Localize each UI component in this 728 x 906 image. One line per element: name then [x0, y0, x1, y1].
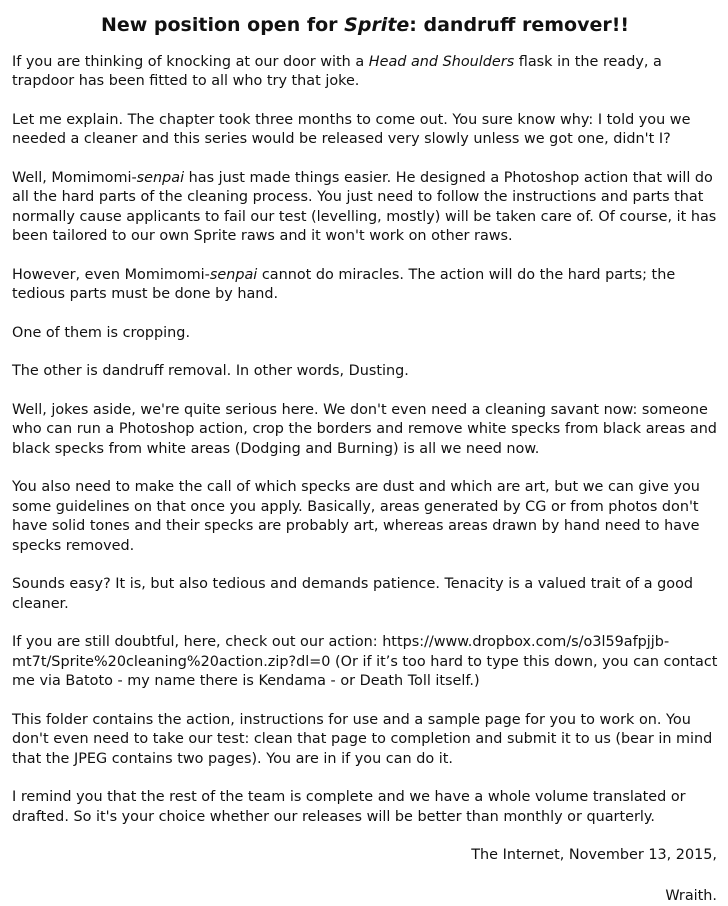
paragraph-3-before: Well, Momimomi-: [12, 169, 137, 186]
paragraph-11: This folder contains the action, instructions for use and a sample page for you to work on. You don't even need to take our test: clean that page to completion and submit it to us (bear in mind that the JPEG contains two pages). You are in if you can do it.: [12, 711, 713, 767]
paragraph-4-before: However, even Momimomi-: [12, 266, 210, 283]
paragraph-4-emphasis: senpai: [209, 266, 258, 283]
paragraph-7: Well, jokes aside, we're quite serious here. We don't even need a cleaning savant now: someone who can run a Photoshop action, crop the borders and remove white specks from black areas and black specks from white areas (Dodging and Burning) is all we need now.: [12, 401, 717, 457]
paragraph-6: The other is dandruff removal. In other words, Dusting.: [12, 363, 409, 380]
paragraph-3-emphasis: senpai: [136, 169, 185, 186]
paragraph-1-before: If you are thinking of knocking at our door with a: [12, 53, 369, 70]
paragraph-1: [12, 53, 718, 92]
paragraph-9: Sounds easy? It is, but also tedious and demands patience. Tenacity is a valued trait of a good cleaner.: [12, 576, 694, 612]
paragraph-12: I remind you that the rest of the team is complete and we have a whole volume translated or drafted. So it's your choice whether our releases will be better than monthly or quarterly.: [12, 789, 686, 825]
closing-line: The Internet, November 13, 2015,: [471, 847, 717, 864]
signature: Wraith.: [665, 887, 717, 904]
title-brand: Sprite: [344, 14, 410, 36]
paragraph-8: You also need to make the call of which specks are dust and which are art, but we can give you some guidelines on that once you apply. Basically, areas generated by CG or from photos don't have solid tones and their specks are probably art, whereas areas drawn by hand need to have specks removed.: [12, 479, 700, 554]
paragraph-4: [12, 266, 718, 305]
paragraph-1-emphasis: Head and Shoulders: [368, 53, 515, 70]
title-prefix: New position open for: [100, 14, 345, 36]
dropbox-link-text: https://www.dropbox.com/s/o3l59afpjjb-mt7t/Sprite%20cleaning%20action.zip?dl=0: [12, 634, 670, 670]
paragraph-4-after: cannot do miracles. The action will do the hard parts; the tedious parts must be done by hand.: [12, 266, 676, 303]
paragraph-10-before: If you are still doubtful, here, check out our action:: [12, 634, 383, 651]
paragraph-5: One of them is cropping.: [12, 324, 191, 341]
paragraph-3: [12, 169, 718, 247]
title-suffix: : dandruff remover!!: [409, 14, 630, 36]
page-title: [12, 14, 718, 38]
paragraph-10-after: (Or if it’s too hard to type this down, you can contact me via Batoto - my name there is Kendama - or Death Toll itself.): [12, 653, 718, 690]
paragraph-10: [12, 633, 718, 692]
paragraph-2: Let me explain. The chapter took three months to come out. You sure know why: I told you we needed a cleaner and this series would be released very slowly unless we got one, didn't I?: [12, 111, 691, 148]
paragraph-3-after: has just made things easier. He designed a Photoshop action that will do all the hard parts of the cleaning process. You just need to follow the instructions and parts that normally cause applicants to fail our test (levelling, mostly) will be taken care of. Of course, it has been tailored to our own Sprite raws and it won't work on other raws.: [12, 169, 717, 245]
paragraph-1-after: flask in the ready, a trapdoor has been fitted to all who try that joke.: [12, 53, 662, 90]
